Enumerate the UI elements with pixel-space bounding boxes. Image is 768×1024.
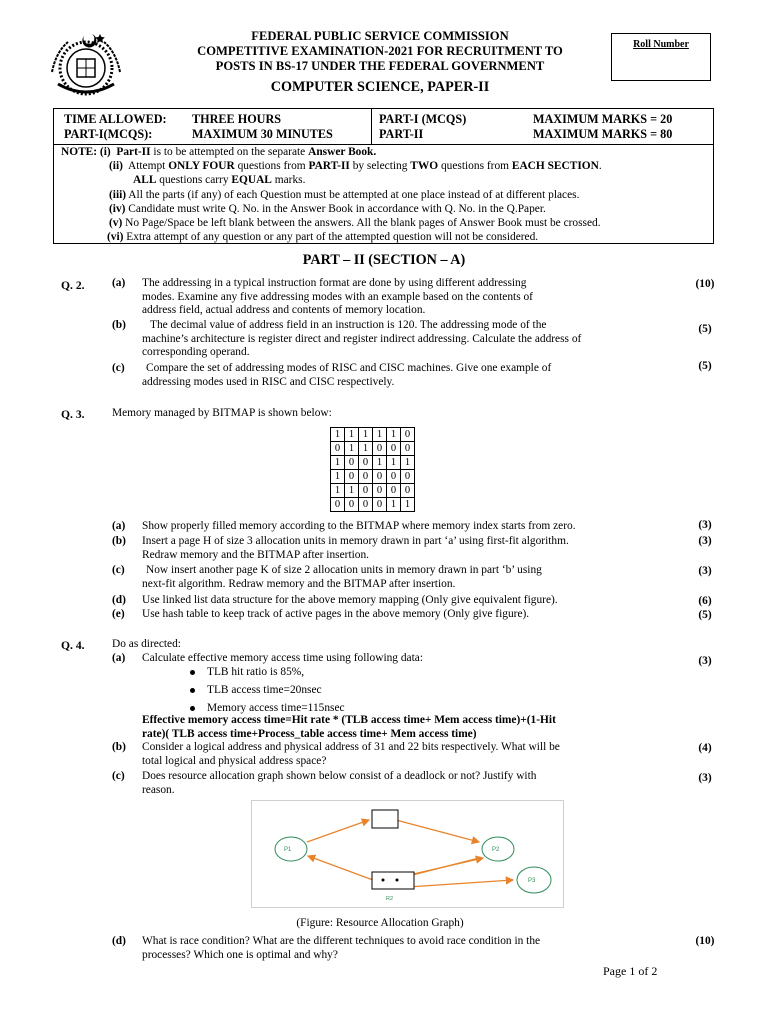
bitmap-cell: 1	[373, 456, 387, 470]
q2-part-b-text: The decimal value of address field in an instruction is 120. The addressing mode of the machine’s architecture is register direct and register indirect addressing. Calculate the address of corresponding operand.	[142, 319, 582, 359]
bitmap-cell: 1	[359, 442, 373, 456]
bitmap-cell: 0	[345, 456, 359, 470]
q4-intro: Do as directed:	[112, 638, 181, 650]
note-2: (ii) Attempt ONLY FOUR questions from PART-II by selecting TWO questions from EACH SECTION.	[109, 160, 602, 172]
resource-allocation-graph	[251, 800, 564, 908]
bitmap-cell: 0	[345, 470, 359, 484]
r2-instance	[396, 879, 399, 882]
question-3-number: Q. 3.	[61, 408, 85, 421]
note-4: (iv) Candidate must write Q. No. in the Answer Book in accordance with Q. No. in the Q.Paper.	[109, 203, 546, 215]
paper-subject-title: COMPUTER SCIENCE, PAPER-II	[270, 79, 490, 95]
bitmap-row	[331, 470, 415, 484]
q4-part-a-marks: (3)	[698, 655, 712, 667]
q3-part-e-marks: (5)	[698, 609, 712, 621]
resource-r2	[372, 872, 414, 889]
bitmap-cell: 0	[359, 484, 373, 498]
q2-part-a-text: The addressing in a typical instruction format are done by using different addressing modes. Examine any five addressing modes with an example based on the contents of address field, actual address and contents of memory location.	[142, 277, 533, 317]
q3-part-c-text: Now insert another page K of size 2 allocation units in memory drawn in part ‘b’ using next-fit algorithm. Redraw memory and the BITMAP after insertion.	[142, 564, 542, 590]
bitmap-cell: 1	[401, 498, 415, 512]
part1-marks-label: PART-I (MCQS)	[379, 112, 467, 126]
fpsc-emblem-icon	[44, 28, 128, 100]
bitmap-cell: 1	[331, 456, 345, 470]
note-6: (vi) Extra attempt of any question or any part of the attempted question will not be considered.	[107, 231, 539, 243]
q4-part-d-text: What is race condition? What are the different techniques to avoid race condition in the processes? Which one is optimal and why?	[142, 935, 541, 961]
q4-part-a-text: Calculate effective memory access time using following data:	[142, 652, 423, 664]
note-2-continued: ALL questions carry EQUAL marks.	[133, 174, 306, 186]
bitmap-cell: 0	[401, 484, 415, 498]
bitmap-row	[331, 498, 415, 512]
q4-part-b-marks: (4)	[698, 742, 712, 754]
section-a-title: PART – II (SECTION – A)	[302, 252, 466, 268]
bitmap-cell: 1	[401, 456, 415, 470]
bitmap-cell: 0	[359, 498, 373, 512]
note-5: (v) No Page/Space be left blank between the answers. All the blank pages of Answer Book must be crossed.	[109, 217, 601, 229]
exam-info-table	[53, 108, 714, 145]
q2-part-c-label: (c)	[112, 362, 125, 374]
bitmap-cell: 0	[387, 484, 401, 498]
roll-number-label: Roll Number	[633, 39, 689, 50]
question-2-number: Q. 2.	[61, 279, 85, 292]
q4-part-a-label: (a)	[112, 652, 126, 664]
q2-part-b-marks: (5)	[698, 323, 712, 335]
bitmap-cell: 1	[345, 484, 359, 498]
q3-part-a-label: (a)	[112, 520, 126, 532]
label-r2: R2	[386, 896, 394, 902]
page-number: Page 1 of 2	[603, 964, 658, 978]
label-p3: P3	[528, 878, 536, 884]
bitmap-cell: 0	[359, 470, 373, 484]
bitmap-cell: 1	[331, 428, 345, 442]
bitmap-cell: 0	[373, 442, 387, 456]
q4-part-c-marks: (3)	[698, 772, 712, 784]
bitmap-cell: 0	[331, 442, 345, 456]
q4-part-c-label: (c)	[112, 770, 125, 782]
q2-part-a-label: (a)	[112, 277, 126, 289]
q3-part-c-label: (c)	[112, 564, 125, 576]
q2-part-b-label: (b)	[112, 319, 126, 331]
q3-part-d-label: (d)	[112, 594, 126, 606]
bitmap-row	[331, 456, 415, 470]
instructions-notes	[53, 145, 714, 244]
label-p1: P1	[284, 847, 292, 853]
header-posts: POSTS IN BS-17 UNDER THE FEDERAL GOVERNMENT	[215, 59, 545, 73]
bitmap-cell: 1	[345, 442, 359, 456]
q4-formula: Effective memory access time=Hit rate * (TLB access time+ Mem access time)+(1-Hit rate)( TLB access time+Process_table access time+ Mem access time)	[142, 714, 556, 740]
q3-part-e-label: (e)	[112, 608, 125, 620]
label-p2: P2	[492, 847, 500, 853]
q3-part-c-marks: (3)	[698, 565, 712, 577]
bullet-item: TLB hit ratio is 85%,	[190, 666, 304, 680]
roll-number-box[interactable]	[611, 33, 711, 81]
q3-part-b-text: Insert a page H of size 3 allocation units in memory drawn in part ‘a’ using first-fit algorithm. Redraw memory and the BITMAP after insertion.	[142, 535, 569, 561]
bitmap-cell: 1	[331, 484, 345, 498]
time-allowed-value: THREE HOURS	[192, 112, 282, 126]
bitmap-row	[331, 428, 415, 442]
part1-marks-value: MAXIMUM MARKS = 20	[533, 112, 673, 126]
bitmap-cell: 0	[387, 470, 401, 484]
q4-part-d-marks: (10)	[695, 935, 715, 947]
bitmap-cell: 0	[345, 498, 359, 512]
q3-part-b-marks: (3)	[698, 535, 712, 547]
q2-part-c-text: Compare the set of addressing modes of RISC and CISC machines. Give one example of addressing modes used in RISC and CISC respectively.	[142, 362, 552, 388]
q3-part-e-text: Use hash table to keep track of active pages in the above memory (Only give figure).	[142, 608, 530, 620]
q3-part-a-text: Show properly filled memory according to the BITMAP where memory index starts from zero.	[142, 520, 576, 532]
bitmap-cell: 0	[373, 470, 387, 484]
bitmap-row	[331, 484, 415, 498]
part1-time-label: PART-I(MCQS):	[64, 127, 153, 141]
part1-time-value: MAXIMUM 30 MINUTES	[192, 127, 333, 141]
bitmap-cell: 0	[373, 498, 387, 512]
bullet-item: Memory access time=115nsec	[190, 702, 345, 716]
bitmap-cell: 1	[345, 428, 359, 442]
bitmap-cell: 1	[373, 428, 387, 442]
header-exam: COMPETITIVE EXAMINATION-2021 FOR RECRUITMENT TO	[197, 44, 563, 58]
part2-marks-value: MAXIMUM MARKS = 80	[533, 127, 673, 141]
resource-r1	[372, 810, 398, 828]
bitmap-row	[331, 442, 415, 456]
q4-part-c-text: Does resource allocation graph shown below consist of a deadlock or not? Justify with reason.	[142, 770, 537, 796]
q4-part-d-label: (d)	[112, 935, 126, 947]
time-allowed-label: TIME ALLOWED:	[64, 112, 167, 126]
bitmap-cell: 0	[401, 442, 415, 456]
part2-marks-label: PART-II	[379, 127, 424, 141]
bitmap-cell: 0	[401, 470, 415, 484]
q3-part-b-label: (b)	[112, 535, 126, 547]
q3-intro: Memory managed by BITMAP is shown below:	[112, 407, 332, 419]
q2-part-a-marks: (10)	[695, 278, 715, 290]
q3-part-d-marks: (6)	[698, 595, 712, 607]
bitmap-cell: 0	[373, 484, 387, 498]
bitmap-cell: 1	[331, 470, 345, 484]
bitmap-cell: 1	[387, 456, 401, 470]
bitmap-cell: 0	[387, 442, 401, 456]
note-1: NOTE: (i) Part-II is to be attempted on the separate Answer Book.	[61, 146, 377, 158]
note-3: (iii) All the parts (if any) of each Question must be attempted at one place instead of at different places.	[109, 189, 580, 201]
bitmap-table	[330, 427, 415, 512]
q2-part-c-marks: (5)	[698, 360, 712, 372]
bitmap-cell: 1	[359, 428, 373, 442]
bitmap-cell: 0	[331, 498, 345, 512]
bitmap-cell: 0	[401, 428, 415, 442]
bitmap-cell: 1	[387, 428, 401, 442]
question-4-number: Q. 4.	[61, 639, 85, 652]
r2-instance	[382, 879, 385, 882]
q4-part-b-label: (b)	[112, 741, 126, 753]
q3-part-d-text: Use linked list data structure for the above memory mapping (Only give equivalent figure).	[142, 594, 558, 606]
bitmap-cell: 0	[359, 456, 373, 470]
bullet-item: TLB access time=20nsec	[190, 684, 322, 698]
header-commission: FEDERAL PUBLIC SERVICE COMMISSION	[251, 29, 509, 43]
figure-caption: (Figure: Resource Allocation Graph)	[296, 917, 464, 929]
q3-part-a-marks: (3)	[698, 519, 712, 531]
q4-part-b-text: Consider a logical address and physical address of 31 and 22 bits respectively. What will be total logical and physical address space?	[142, 741, 560, 767]
bitmap-cell: 1	[387, 498, 401, 512]
